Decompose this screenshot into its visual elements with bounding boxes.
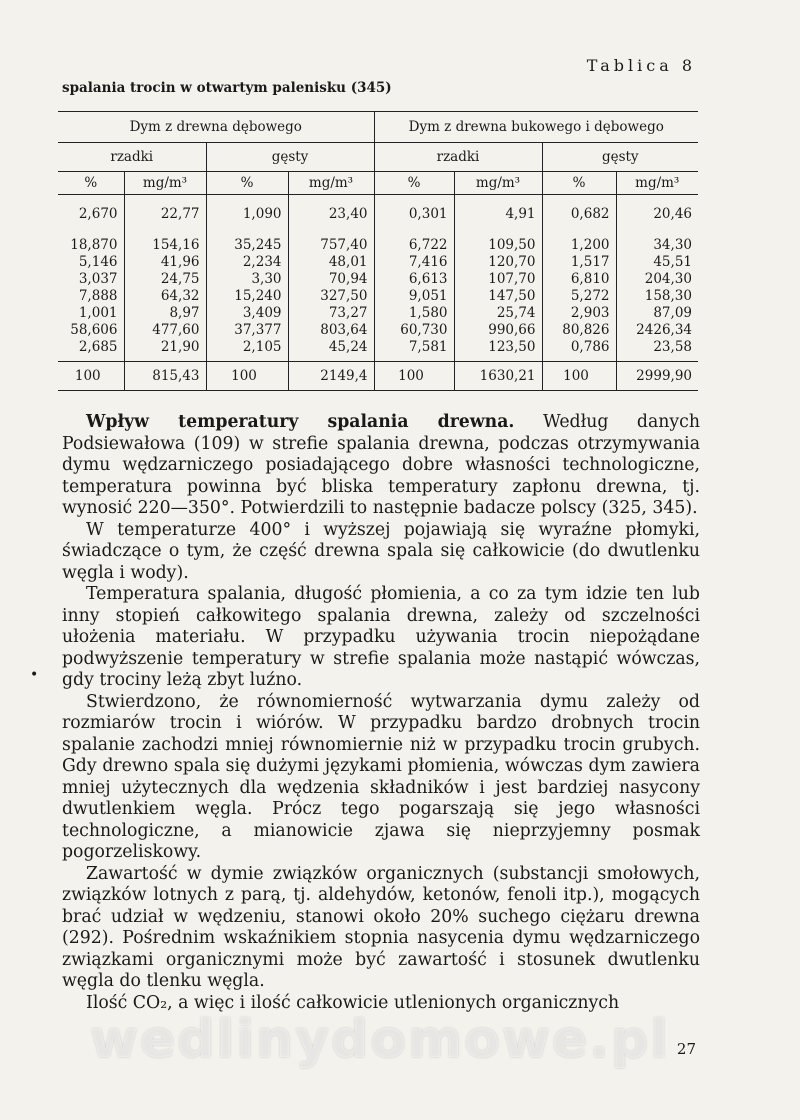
group-header: Dym z drewna dębowego <box>58 112 374 143</box>
table-row <box>58 236 698 253</box>
table-cell: 327,50 <box>288 287 374 304</box>
table-cell: 70,94 <box>288 270 374 287</box>
table-cell: 64,32 <box>124 287 206 304</box>
table-cell: 1,517 <box>542 253 616 270</box>
table-cell: 154,16 <box>124 236 206 253</box>
total-cell: 100 <box>542 362 616 391</box>
table-cell: 1,090 <box>206 195 288 223</box>
total-cell: 1630,21 <box>454 362 542 391</box>
paragraph: Temperatura spalania, długość płomienia, a co za tym idzie ten lub inny stopień całkowitego spalania drewna, zależy od szczelności ułożenia materiału. W przypadku używania trocin niepożądane podwyższenie temperatury w strefie spalania może nastąpić wówczas, gdy trociny leżą zbyt luźno. <box>62 584 700 690</box>
section-heading: Wpływ temperatury spalania drewna. <box>86 412 515 432</box>
table-cell: 0,682 <box>542 195 616 223</box>
table-cell: 6,613 <box>374 270 454 287</box>
table-cell: 37,377 <box>206 321 288 338</box>
table-cell: 20,46 <box>653 205 692 222</box>
subgroup-header: gęsty <box>542 143 698 172</box>
paragraph: Zawartość w dymie związków organicznych (substancji smołowych, związków lotnych z parą, tj. aldehydów, ketonów, fenoli itp.), mogących brać udział w wędzeniu, stanowi około 20% suchego ciężaru drewna (292). Pośrednim wskaźnikiem stopnia nasycenia dymu wędzarniczego związkami organicznymi może być zawartość i stosunek dwutlenku węgla do tlenku węgla. <box>62 863 700 991</box>
table-cell: 22,77 <box>124 195 206 223</box>
total-cell: 2149,4 <box>288 362 374 391</box>
total-cell: 100 <box>206 362 288 391</box>
table-cell: 0,786 <box>542 338 616 362</box>
table-cell: 48,01 <box>288 253 374 270</box>
table-cell: 7,416 <box>374 253 454 270</box>
table-row <box>58 287 698 304</box>
table-cell: 2,685 <box>58 338 124 362</box>
table-cell: 2,105 <box>206 338 288 362</box>
unit-header: mg/m³ <box>616 172 698 195</box>
table-row <box>58 304 698 321</box>
table-cell: 9,051 <box>374 287 454 304</box>
table-cell: 23,58 <box>653 338 692 355</box>
subgroup-header: rzadki <box>58 143 206 172</box>
unit-header: mg/m³ <box>288 172 374 195</box>
table-label: Tablica 8 <box>586 56 696 75</box>
paragraph <box>62 412 700 520</box>
unit-header: % <box>58 172 124 195</box>
table-cell: 35,245 <box>206 236 288 253</box>
table-cell: 15,240 <box>206 287 288 304</box>
table-cell: 24,75 <box>124 270 206 287</box>
body-text <box>62 412 700 1014</box>
table-cell: 4,91 <box>454 195 542 223</box>
unit-header: mg/m³ <box>454 172 542 195</box>
table-cell: 34,30 <box>653 236 692 253</box>
table-cell: 2426,34 <box>636 321 692 338</box>
table-cell: 1,001 <box>58 304 124 321</box>
margin-bullet: • <box>30 667 39 683</box>
table-cell: 204,30 <box>644 270 692 287</box>
table-cell: 147,50 <box>454 287 542 304</box>
table-cell: 41,96 <box>124 253 206 270</box>
table-cell: 3,409 <box>206 304 288 321</box>
unit-header: % <box>542 172 616 195</box>
table-row <box>58 195 698 223</box>
table-row <box>58 253 698 270</box>
table-cell: 107,70 <box>454 270 542 287</box>
table-cell: 0,301 <box>374 195 454 223</box>
total-cell: 100 <box>374 362 454 391</box>
page-number: 27 <box>676 1040 696 1058</box>
table-cell: 803,64 <box>288 321 374 338</box>
group-header: Dym z drewna bukowego i dębowego <box>374 112 698 143</box>
table-caption: spalania trocin w otwartym palenisku (345) <box>62 80 392 96</box>
unit-header: % <box>374 172 454 195</box>
subgroup-header: gęsty <box>206 143 374 172</box>
table-cell: 7,888 <box>58 287 124 304</box>
table-cell: 1,580 <box>374 304 454 321</box>
paragraph: Stwierdzono, że równomierność wytwarzania dymu zależy od rozmiarów trocin i wiórów. W przypadku bardzo drobnych trocin spalanie zachodzi mniej równomiernie niż w przypadku trocin grubych. Gdy drewno spala się dużymi językami płomienia, wówczas dym zawiera mniej użytecznych dla wędzenia składników i jest bardziej nasycony dwutlenkiem węgla. Prócz tego pogarszają się jego własności technologiczne, a mianowicie zjawa się nieprzyjemny posmak pogorzeliskowy. <box>62 691 700 862</box>
table-cell: 8,97 <box>124 304 206 321</box>
table-cell: 109,50 <box>454 236 542 253</box>
table-cell: 2,234 <box>206 253 288 270</box>
table-cell: 3,30 <box>206 270 288 287</box>
total-cell: 815,43 <box>124 362 206 391</box>
table-cell: 18,870 <box>58 236 124 253</box>
table-row <box>58 338 698 362</box>
table-cell: 5,272 <box>542 287 616 304</box>
table-cell: 45,51 <box>653 253 692 270</box>
table-cell: 87,09 <box>653 304 692 321</box>
table-cell: 2,903 <box>542 304 616 321</box>
table-cell: 1,200 <box>542 236 616 253</box>
table-cell: 73,27 <box>288 304 374 321</box>
table-cell: 80,826 <box>542 321 616 338</box>
unit-header: mg/m³ <box>124 172 206 195</box>
watermark: wedlinydomowe.pl <box>90 1010 671 1070</box>
total-cell: 2999,90 <box>616 362 698 391</box>
table-cell: 2,670 <box>58 195 124 223</box>
table-cell: 6,722 <box>374 236 454 253</box>
subgroup-header: rzadki <box>374 143 542 172</box>
unit-header: % <box>206 172 288 195</box>
table-row <box>58 321 698 338</box>
table-row <box>58 270 698 287</box>
data-table <box>58 111 698 391</box>
table-cell: 6,810 <box>542 270 616 287</box>
table-cell: 45,24 <box>288 338 374 362</box>
total-cell: 100 <box>58 362 124 391</box>
paragraph-text: Według danych Podsiewałowa (109) w strefie spalania drewna, podczas otrzymywania dymu wędzarniczego posiadającego dobre własności technologiczne, temperatura powinna być bliska temperatury zapłonu drewna, tj. wynosić 220—350°. Potwierdzili to następnie badacze polscy (325, 345). <box>62 412 700 518</box>
table-cell: 120,70 <box>454 253 542 270</box>
table-cell: 123,50 <box>454 338 542 362</box>
table-cell: 58,606 <box>58 321 124 338</box>
table-cell: 990,66 <box>454 321 542 338</box>
table-cell: 158,30 <box>644 287 692 304</box>
table-cell: 60,730 <box>374 321 454 338</box>
table-cell: 757,40 <box>288 236 374 253</box>
table-cell: 25,74 <box>454 304 542 321</box>
totals-row <box>58 362 698 391</box>
table-cell: 5,146 <box>58 253 124 270</box>
paragraph: Ilość CO₂, a więc i ilość całkowicie utlenionych organicznych <box>86 992 620 1013</box>
paragraph: W temperaturze 400° i wyższej pojawiają się wyraźne płomyki, świadczące o tym, że część drewna spala się całkowicie (do dwutlenku węgla i wody). <box>62 519 700 583</box>
table-cell: 21,90 <box>124 338 206 362</box>
table-cell: 477,60 <box>124 321 206 338</box>
table-cell: 3,037 <box>58 270 124 287</box>
table-cell: 7,581 <box>374 338 454 362</box>
table-cell: 23,40 <box>288 195 374 223</box>
